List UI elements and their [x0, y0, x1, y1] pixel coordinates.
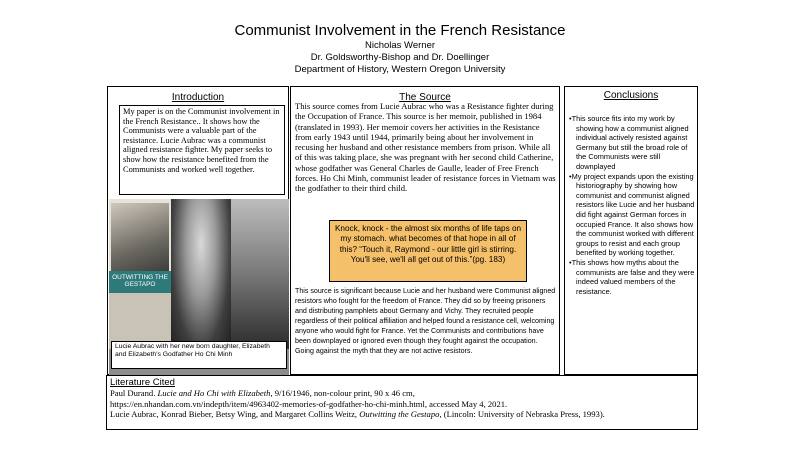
introduction-panel — [107, 86, 289, 375]
book-title-band — [109, 271, 171, 293]
source-text: This source comes from Lucie Aubrac who was a Resistance fighter during the Occupation of France. This source is her memoir, published in 1984 (translated in 1993). Her memoir covers her activities in the Resistance from early 1943 until 1944, primarily being about her involvement in recusing her husband and other resistance members from prison. While all of this was taking place, she was pregnant with her second child Catherine, whose godfather was General Charles de Gaulle, leader of Free French forces. Ho Chi Minh, communist leader of resistance forces in Vietnam was the godfather to their third child. — [295, 101, 556, 194]
poster-header — [0, 22, 800, 76]
photo-caption: Lucie Aubrac with her new born daughter, Elizabeth and Elizabeth's Godfather Ho Chi Minh — [111, 341, 287, 369]
intro-text: My paper is on the Communist involvement in the French Resistance.. It shows how the Communists were a valuable part of the resistance. Lucie Aubrac was a communist aligned resistance fighter. My paper seeks to show how the resistance benefited from the Communists and worked well together. — [123, 107, 280, 174]
conclusions-heading: Conclusions — [603, 90, 659, 101]
author-name: Nicholas Werner — [364, 40, 436, 51]
source-significance: This source is significant because Lucie and her husband were Communist aligned resistors who fought for the freedom of France. They did so by freeing prisoners and distributing pamphlets about Germany and Vichy. They recruited people regardless of their political affiliation and helped found a resistance cell, welcoming anyone who would fight for France. Yet the Communists and contributions have been downplayed or ignored even though they fought against the occupation. Going against the myth that they are not active resistors. — [295, 287, 556, 355]
book-cover-photo — [111, 203, 169, 273]
book-cover-image — [109, 199, 171, 349]
citation-durand-title: Lucie and Ho Chi with Elizabeth — [157, 388, 271, 398]
ho-chi-minh-portrait — [171, 199, 231, 349]
conclusion-item: •My project expands upon the existing historiography by showing how communist and communist aligned resistors like Lucie and her husband did fight against German forces in occupied France. It also shows how the communist worked with different groups to resist and each group benefited by working together. — [569, 171, 695, 258]
literature-heading: Literature Cited — [110, 377, 175, 388]
literature-citations — [110, 388, 696, 420]
literature-panel — [106, 375, 698, 430]
source-quote: Knock, knock - the almost six months of life taps on my stomach. what becomes of that hope in all of this? “Touch it, Raymond - our little girl is stirring. You'll see, we'll all get out of this.”(pg. 183) — [329, 220, 527, 282]
citation-aubrac: Lucie Aubrac, Konrad Bieber, Betsy Wing, and Margaret Collins Weitz, Outwitting the Gestapo, (Lincoln: University of Nebraska Press, 1993). — [110, 409, 605, 420]
photo-collage — [109, 199, 289, 375]
conclusion-item: •This shows how myths about the communists are false and they were indeed valued members of the resistance. — [569, 257, 695, 296]
poster-title: Communist Involvement in the French Resistance — [234, 22, 566, 39]
intro-heading: Introduction — [171, 92, 225, 103]
citation-durand: Paul Durand. Lucie and Ho Chi with Elizabeth, 9/16/1946, non-colour print, 90 x 46 cm, — [110, 388, 415, 398]
citation-durand-url: https://en.nhandan.com.vn/indepth/item/4963402-memories-of-godfather-ho-chi-minh.html, accessed May 4, 2021. — [110, 398, 508, 409]
conclusions-list — [569, 114, 696, 296]
source-panel — [290, 86, 560, 375]
citation-aubrac-title: Outwitting the Gestapo — [359, 409, 440, 420]
conclusion-item: •This source fits into my work by showing how a communist aligned individual actively resisted against Germany but still the broad role of the Communists were still downplayed — [569, 114, 689, 171]
book-cover-title: OUTWITTING THE GESTAPO — [112, 274, 168, 288]
department: Department of History, Western Oregon University — [294, 64, 506, 75]
intro-text-box — [119, 105, 285, 195]
source-heading: The Source — [399, 92, 451, 103]
advisors: Dr. Goldsworthy-Bishop and Dr. Doellinger — [310, 52, 490, 63]
lucie-aubrac-photo — [231, 199, 289, 349]
conclusions-panel — [564, 86, 698, 375]
